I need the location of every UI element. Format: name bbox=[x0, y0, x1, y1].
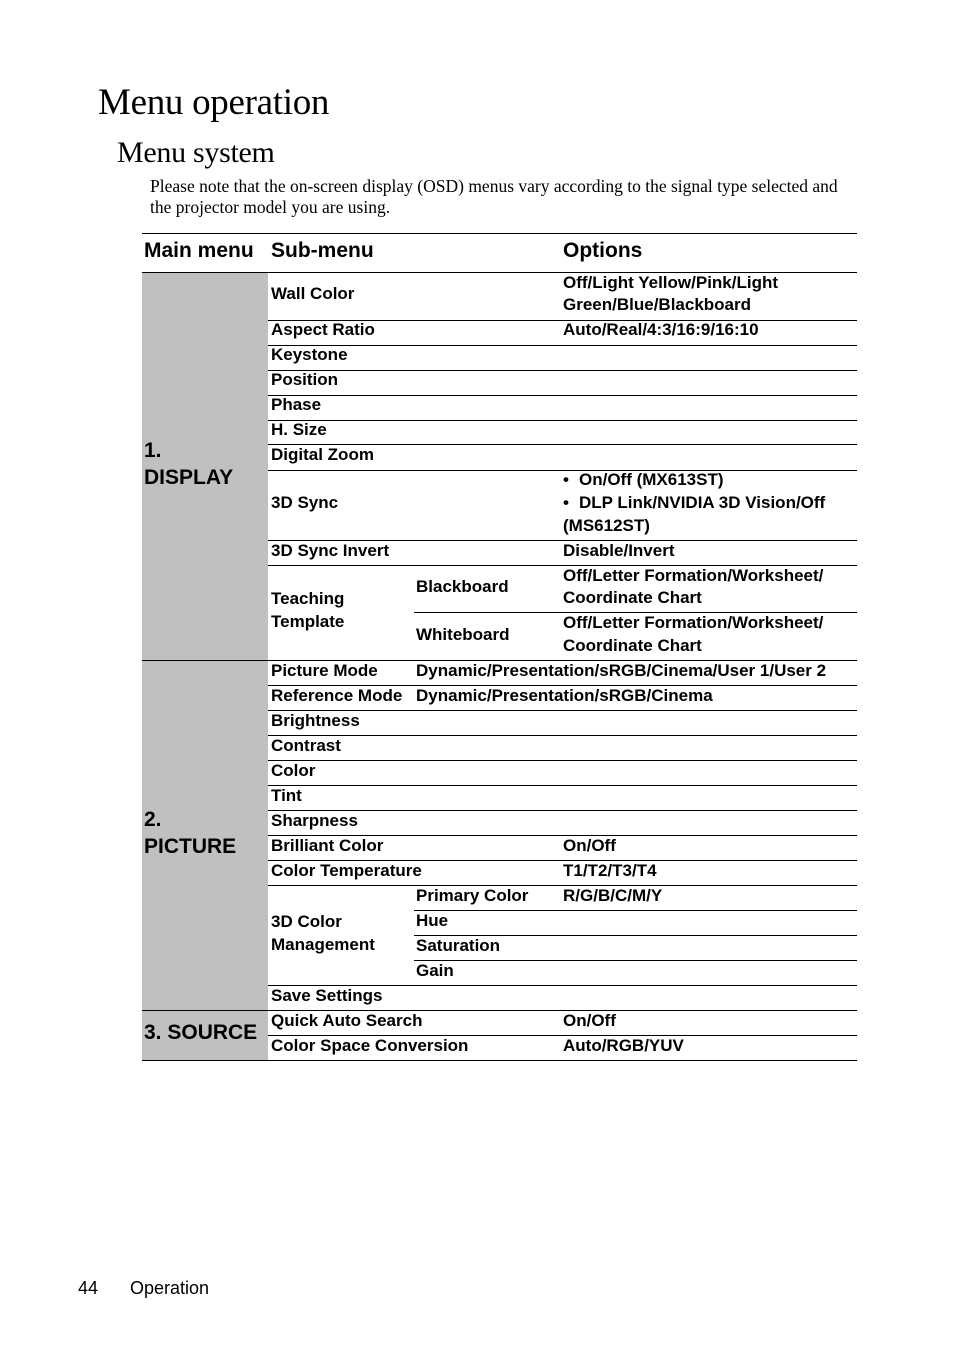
option-3d-sync-2: • DLP Link/NVIDIA 3D Vision/Off bbox=[563, 491, 825, 514]
row-divider bbox=[268, 785, 857, 786]
page-title: Menu operation bbox=[98, 82, 330, 123]
submenu-wall-color: Wall Color bbox=[271, 284, 355, 303]
submenu-color: Color bbox=[271, 761, 316, 780]
option-whiteboard-2: Coordinate Chart bbox=[563, 636, 702, 655]
submenu-quick-auto-search: Quick Auto Search bbox=[271, 1011, 423, 1030]
submenu-3d-sync-invert: 3D Sync Invert bbox=[271, 541, 390, 560]
submenu-color-space-conversion: Color Space Conversion bbox=[271, 1036, 469, 1055]
submenu-3d-sync: 3D Sync bbox=[271, 493, 339, 512]
submenu-sharpness: Sharpness bbox=[271, 811, 358, 830]
page-number: 44 bbox=[78, 1278, 99, 1298]
submenu-brilliant-color: Brilliant Color bbox=[271, 836, 384, 855]
option-blackboard-1: Off/Letter Formation/Worksheet/ bbox=[563, 566, 824, 585]
table-bottom-rule bbox=[142, 1060, 857, 1061]
submenu-digital-zoom: Digital Zoom bbox=[271, 445, 374, 464]
row-divider bbox=[268, 370, 857, 371]
submenu-primary-color: Primary Color bbox=[416, 886, 529, 905]
submenu-contrast: Contrast bbox=[271, 736, 341, 755]
option-aspect-ratio: Auto/Real/4:3/16:9/16:10 bbox=[563, 320, 759, 339]
footer-section: Operation bbox=[130, 1278, 210, 1298]
submenu-hue: Hue bbox=[416, 911, 449, 930]
main-menu-picture: 2. PICTURE bbox=[144, 808, 237, 858]
option-wall-color-2: Green/Blue/Blackboard bbox=[563, 295, 752, 314]
submenu-teaching-template-2: Template bbox=[271, 612, 345, 631]
submenu-teaching-template-1: Teaching bbox=[271, 589, 345, 608]
main-menu-source: 3. SOURCE bbox=[144, 1021, 258, 1044]
option-blackboard-2: Coordinate Chart bbox=[563, 588, 702, 607]
row-divider bbox=[268, 345, 857, 346]
row-divider bbox=[268, 760, 857, 761]
header-options: Options bbox=[563, 239, 643, 262]
submenu-brightness: Brightness bbox=[271, 711, 360, 730]
option-3d-sync-invert: Disable/Invert bbox=[563, 541, 675, 560]
submenu-blackboard: Blackboard bbox=[416, 577, 509, 596]
submenu-3d-color-management-2: Management bbox=[271, 935, 375, 954]
option-primary-color: R/G/B/C/M/Y bbox=[563, 886, 663, 905]
option-reference-mode: Dynamic/Presentation/sRGB/Cinema bbox=[416, 686, 713, 705]
option-color-space-conversion: Auto/RGB/YUV bbox=[563, 1036, 684, 1055]
option-color-temperature: T1/T2/T3/T4 bbox=[563, 861, 657, 880]
option-3d-sync-3: (MS612ST) bbox=[563, 516, 650, 535]
section-divider bbox=[142, 1010, 857, 1011]
submenu-aspect-ratio: Aspect Ratio bbox=[271, 320, 375, 339]
submenu-h-size: H. Size bbox=[271, 420, 327, 439]
row-divider bbox=[414, 960, 857, 961]
submenu-reference-mode: Reference Mode bbox=[271, 686, 403, 705]
option-picture-mode: Dynamic/Presentation/sRGB/Cinema/User 1/User 2 bbox=[416, 661, 827, 680]
header-main-menu: Main menu bbox=[144, 239, 254, 262]
submenu-color-temperature: Color Temperature bbox=[271, 861, 422, 880]
submenu-gain: Gain bbox=[416, 961, 454, 980]
submenu-whiteboard: Whiteboard bbox=[416, 625, 510, 644]
row-divider bbox=[268, 735, 857, 736]
submenu-save-settings: Save Settings bbox=[271, 986, 383, 1005]
table-top-rule bbox=[142, 233, 857, 234]
submenu-saturation: Saturation bbox=[416, 936, 501, 955]
submenu-position: Position bbox=[271, 370, 339, 389]
submenu-3d-color-management-1: 3D Color bbox=[271, 912, 342, 931]
header-sub-menu: Sub-menu bbox=[271, 239, 374, 262]
option-whiteboard-1: Off/Letter Formation/Worksheet/ bbox=[563, 613, 824, 632]
submenu-picture-mode: Picture Mode bbox=[271, 661, 378, 680]
option-wall-color-1: Off/Light Yellow/Pink/Light bbox=[563, 273, 779, 292]
option-quick-auto-search: On/Off bbox=[563, 1011, 616, 1030]
row-divider bbox=[414, 910, 857, 911]
submenu-phase: Phase bbox=[271, 395, 322, 414]
option-brilliant-color: On/Off bbox=[563, 836, 616, 855]
row-divider bbox=[268, 395, 857, 396]
submenu-tint: Tint bbox=[271, 786, 302, 805]
row-divider bbox=[268, 420, 857, 421]
intro-paragraph: Please note that the on-screen display (OSD) menus vary according to the signal type selected and the projector model you are using. bbox=[150, 176, 838, 217]
main-menu-display: 1. DISPLAY bbox=[144, 439, 234, 489]
submenu-keystone: Keystone bbox=[271, 345, 348, 364]
section-title: Menu system bbox=[117, 136, 275, 169]
option-3d-sync-1: • On/Off (MX613ST) bbox=[563, 468, 724, 491]
